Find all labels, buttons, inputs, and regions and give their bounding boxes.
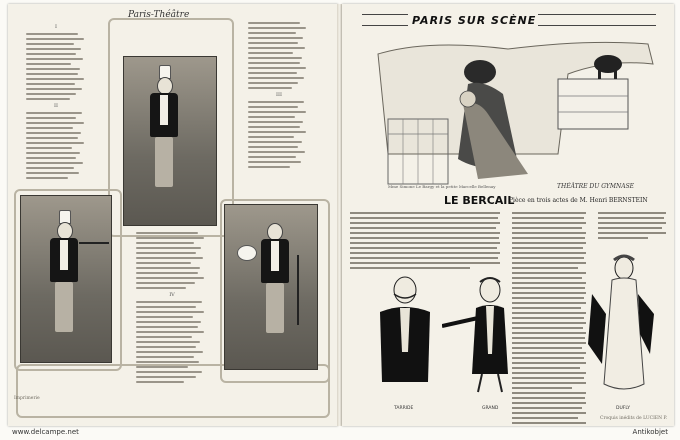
photo-performer-right bbox=[224, 204, 318, 370]
photo-performer-left bbox=[20, 195, 112, 363]
cartoon-label-grand: GRAND bbox=[482, 406, 499, 411]
title-rule-left bbox=[362, 14, 408, 26]
left-masthead: Paris-Théâtre bbox=[128, 10, 190, 20]
article-column-2 bbox=[512, 212, 588, 426]
play-headline: LE BERCAIL bbox=[444, 194, 515, 207]
cartoon-label-dufly: DUFLY bbox=[616, 406, 631, 411]
caricature-dufly bbox=[582, 254, 662, 399]
caricature-grand bbox=[442, 274, 522, 394]
watermark-right: Antikobjet bbox=[632, 428, 668, 436]
article-column-1 bbox=[350, 212, 502, 272]
left-footer-small: Imprimerie bbox=[14, 396, 40, 401]
verse-column-center bbox=[136, 232, 208, 386]
watermark-left: www.delcampe.net bbox=[12, 428, 79, 436]
title-rule-right bbox=[538, 14, 656, 26]
article-column-3 bbox=[598, 212, 668, 242]
right-footer-small: Croquis inédits de LUCIEN P. bbox=[600, 416, 668, 421]
illustration-caption: Mme Simone Le Bargy et la petite Marcelle Bellenay bbox=[388, 184, 496, 189]
verse-column-top-right bbox=[248, 22, 310, 171]
cartoon-label-tarride: TARRIDE bbox=[394, 406, 414, 411]
photo-performer-top bbox=[123, 56, 217, 226]
left-page bbox=[8, 4, 338, 426]
verse-column-top-left bbox=[26, 22, 86, 182]
right-page bbox=[342, 4, 674, 426]
floral-frame-bottom bbox=[16, 364, 330, 418]
theatre-label: THÉÂTRE DU GYMNASE bbox=[557, 183, 635, 190]
play-subhead: Pièce en trois actes de M. Henri BERNSTEIN bbox=[509, 197, 648, 204]
verse-number: I bbox=[55, 24, 57, 30]
verse-number: III bbox=[276, 92, 282, 98]
caricature-tarride bbox=[370, 272, 440, 392]
section-title: PARIS SUR SCÈNE bbox=[412, 14, 537, 27]
verse-number: IV bbox=[169, 292, 175, 298]
verse-number: II bbox=[54, 103, 58, 109]
illustration-mother-child bbox=[368, 34, 658, 194]
